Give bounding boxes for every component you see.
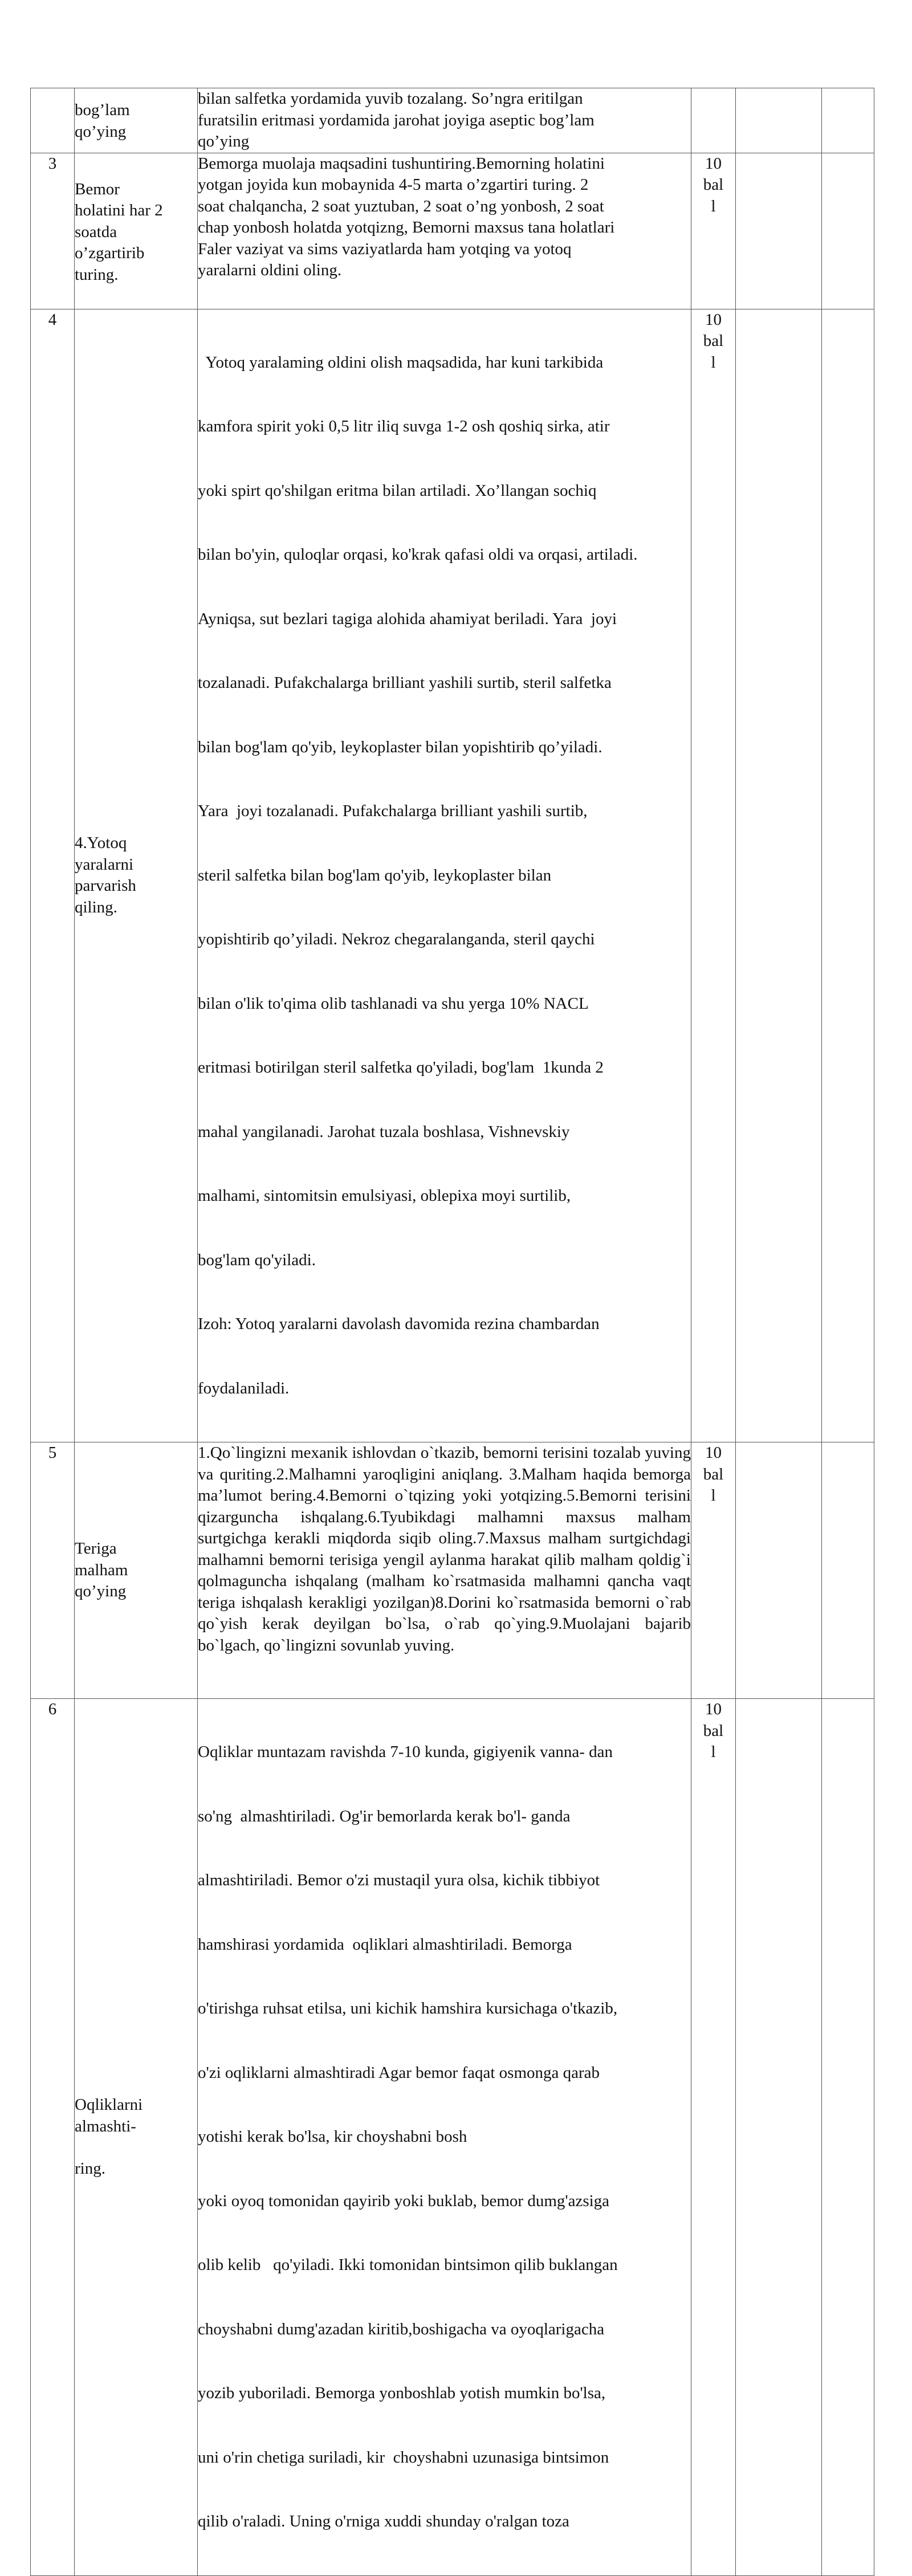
title-line: qo’ying	[75, 1582, 127, 1601]
description-line: tozalanadi. Pufakchalarga brilliant yashili surtib, steril salfetka	[198, 674, 612, 692]
procedure-description	[198, 153, 691, 309]
score-cell	[691, 153, 736, 309]
description-line: Yara joyi tozalanadi. Pufakchalarga brilliant yashili surtib,	[198, 802, 588, 820]
title-line: o’zgartirib	[75, 244, 145, 262]
description-line: eritmasi botirilgan steril salfetka qo'yiladi, bog'lam 1kunda 2	[198, 1058, 604, 1077]
score-cell	[691, 1699, 736, 2576]
score-cell	[691, 88, 736, 153]
title-line: turing.	[75, 265, 119, 284]
description-line: chap yonbosh holatda yotqizng, Bemorni maxsus tana holatlari	[198, 218, 615, 237]
score-line: 10	[705, 1444, 722, 1462]
score-line: bal	[703, 176, 724, 194]
procedure-title	[75, 153, 198, 309]
title-line: soatda	[75, 222, 117, 241]
title-line: ring.	[75, 2159, 105, 2178]
description-line: yaralarni oldini oling.	[198, 261, 342, 279]
description-line: uni o'rin chetiga suriladi, kir choyshabni uzunasiga bintsimon	[198, 2448, 609, 2467]
description-line: bilan bo'yin, quloqlar orqasi, ko'krak qafasi oldi va orqasi, artiladi.	[198, 545, 638, 564]
title-line: qo’ying	[75, 122, 127, 141]
score-line: 10	[705, 310, 722, 329]
description-line: yopishtirib qo’yiladi. Nekroz chegaralanganda, steril qaychi	[198, 930, 595, 948]
description-line: yotgan joyida kun mobaynida 4-5 marta o’zgartiri turing. 2	[198, 176, 589, 194]
description-line: soat chalqancha, 2 soat yuztuban, 2 soat o’ng yonbosh, 2 soat	[198, 197, 604, 215]
description-line: o'tirishga ruhsat etilsa, uni kichik hamshira kursichaga o'tkazib,	[198, 1999, 618, 2017]
description-text: 1.Qo`lingizni mexanik ishlovdan o`tkazib, bemorni terisini tozalab yuving va quriting.2.Malhamni yaroqligini aniqlang. 3.Malham haqida bemorga ma’lumot bering.4.Bemorni o`tqizing yoki yotqizing.5.Bemorni terisini qizarguncha ishqalang.6.Tyubikdagi malhamni maxsus malham surtgichga kerakli miqdorda siqib oling.7.Maxsus malham surtgichdagi malhamni bemorni terisiga yengil aylanma harakat qilib malham qoldig`i qolmaguncha ishqalang (malham ko`rsatmasida malhamni qancha vaqt teriga ishqalash kerakligi yozilgan)8.Dorini ko`rsatmasida bemorni o`rab qo`yish kerak deyilgan bo`lsa, o`rab qo`ying.9.Muolajani bajarib bo`lgach, qo`lingizni sovunlab yuving.	[198, 1444, 691, 1654]
description-line: bog'lam qo'yiladi.	[198, 1250, 316, 1269]
description-line: yozib yuboriladi. Bemorga yonboshlab yotish mumkin bo'lsa,	[198, 2384, 606, 2402]
procedure-title	[75, 1699, 198, 2576]
score-line: l	[711, 1743, 716, 1761]
title-line: Bemor	[75, 180, 120, 198]
title-line: holatini har 2	[75, 201, 163, 219]
title-line: Teriga	[75, 1539, 117, 1558]
description-line: bilan o'lik to'qima olib tashlanadi va shu yerga 10% NACL	[198, 994, 589, 1013]
description-line: Oqliklar muntazam ravishda 7-10 kunda, gigiyenik vanna- dan	[198, 1743, 613, 1761]
score-line: bal	[703, 332, 724, 350]
table-row	[31, 1699, 874, 2576]
title-line: yaralarni	[75, 855, 134, 874]
empty-cell	[822, 88, 874, 153]
table-row	[31, 1442, 874, 1699]
description-line: mahal yangilanadi. Jarohat tuzala boshlasa, Vishnevskiy	[198, 1122, 570, 1141]
description-line: choyshabni dumg'azadan kiritib,boshigacha va oyoqlarigacha	[198, 2320, 605, 2338]
description-line: so'ng almashtiriladi. Og'ir bemorlarda kerak bo'l- ganda	[198, 1807, 571, 1825]
description-line: bilan salfetka yordamida yuvib tozalang. So’ngra eritilgan	[198, 89, 583, 108]
description-line: Yotoq yaralaming oldini olish maqsadida, har kuni tarkibida	[198, 353, 604, 372]
description-line: bilan bog'lam qo'yib, leykoplaster bilan yopishtirib qo’yiladi.	[198, 737, 602, 756]
table-row	[31, 153, 874, 309]
description-line: yotishi kerak bo'lsa, kir choyshabni bosh	[198, 2127, 467, 2146]
empty-cell	[736, 88, 822, 153]
description-line: almashtiriladi. Bemor o'zi mustaqil yura olsa, kichik tibbiyot	[198, 1871, 600, 1889]
score-line: 10	[705, 1700, 722, 1718]
title-gap	[75, 2137, 197, 2158]
procedure-description	[198, 88, 691, 153]
title-line: almashti-	[75, 2117, 136, 2135]
row-number: 3	[31, 153, 75, 309]
description-line: qo’ying	[198, 132, 250, 150]
empty-cell	[736, 153, 822, 309]
procedure-table	[30, 88, 874, 2576]
score-line: l	[711, 197, 716, 215]
row-number: 4	[31, 309, 75, 1442]
description-line: steril salfetka bilan bog'lam qo'yib, leykoplaster bilan	[198, 866, 552, 885]
score-cell	[691, 309, 736, 1442]
score-line: bal	[703, 1721, 724, 1740]
description-line: kamfora spirit yoki 0,5 litr iliq suvga 1-2 osh qoshiq sirka, atir	[198, 417, 610, 435]
empty-cell	[822, 1699, 874, 2576]
title-line: parvarish	[75, 877, 136, 895]
table-row	[31, 309, 874, 1442]
description-line: yoki spirt qo'shilgan eritma bilan artiladi. Xo’llangan sochiq	[198, 481, 597, 500]
procedure-title	[75, 88, 198, 153]
description-line: malhami, sintomitsin emulsiyasi, oblepixa moyi surtilib,	[198, 1187, 571, 1205]
description-line: yoki oyoq tomonidan qayirib yoki buklab, bemor dumg'azsiga	[198, 2191, 610, 2210]
score-cell	[691, 1442, 736, 1699]
score-line: bal	[703, 1465, 724, 1483]
description-line: Faler vaziyat va sims vaziyatlarda ham yotqing va yotoq	[198, 239, 572, 258]
title-line: malham	[75, 1560, 128, 1579]
title-line: qiling.	[75, 898, 117, 916]
procedure-title	[75, 1442, 198, 1699]
empty-cell	[736, 309, 822, 1442]
procedure-description	[198, 1442, 691, 1699]
empty-cell	[822, 153, 874, 309]
description-line: o'zi oqliklarni almashtiradi Agar bemor faqat osmonga qarab	[198, 2063, 600, 2082]
description-line: furatsilin eritmasi yordamida jarohat joyiga aseptic bog’lam	[198, 111, 595, 129]
score-line: 10	[705, 154, 722, 173]
row-number	[31, 88, 75, 153]
row-number: 5	[31, 1442, 75, 1699]
title-line: bog’lam	[75, 101, 130, 119]
procedure-title	[75, 309, 198, 1442]
empty-cell	[736, 1442, 822, 1699]
score-line: l	[711, 353, 716, 372]
description-line: foydalaniladi.	[198, 1379, 290, 1397]
procedure-description	[198, 1699, 691, 2576]
empty-cell	[822, 309, 874, 1442]
empty-cell	[822, 1442, 874, 1699]
description-line: olib kelib qo'yiladi. Ikki tomonidan bintsimon qilib buklangan	[198, 2256, 618, 2274]
procedure-description	[198, 309, 691, 1442]
description-line: Ayniqsa, sut bezlari tagiga alohida ahamiyat beriladi. Yara joyi	[198, 609, 617, 628]
title-line: Oqliklarni	[75, 2096, 143, 2114]
description-line: hamshirasi yordamida oqliklari almashtiriladi. Bemorga	[198, 1935, 572, 1954]
table-row	[31, 88, 874, 153]
score-line: l	[711, 1486, 716, 1505]
title-line: 4.Yotoq	[75, 834, 127, 853]
description-line: Bemorga muolaja maqsadini tushuntiring.Bemorning holatini	[198, 154, 605, 173]
empty-cell	[736, 1699, 822, 2576]
row-number: 6	[31, 1699, 75, 2576]
description-line: qilib o'raladi. Uning o'rniga xuddi shunday o'ralgan toza	[198, 2512, 569, 2530]
description-line: Izoh: Yotoq yaralarni davolash davomida rezina chambardan	[198, 1315, 600, 1333]
